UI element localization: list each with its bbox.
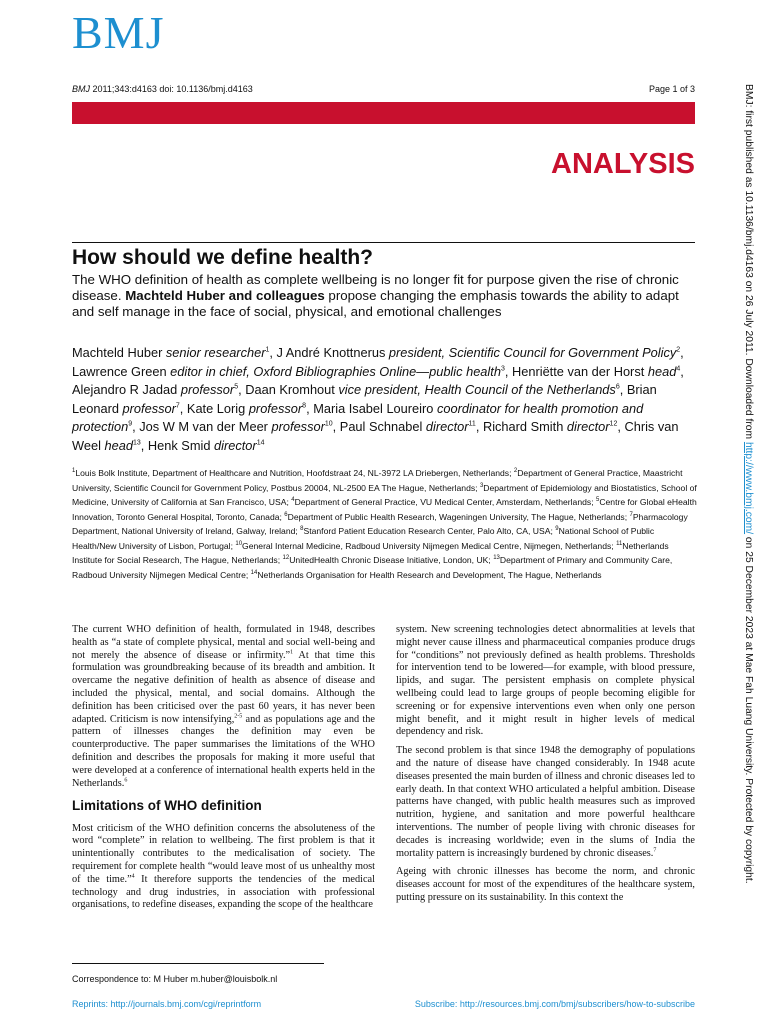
affiliation-number: 14 xyxy=(250,569,258,576)
author-name: Machteld Huber xyxy=(72,345,166,360)
affiliation-ref: 11 xyxy=(468,421,476,429)
author xyxy=(245,382,620,397)
citation-ref: 6 xyxy=(124,777,128,784)
author-role: head xyxy=(104,437,133,453)
citation-ref: 4 xyxy=(131,873,135,880)
author xyxy=(340,419,476,434)
affiliation-number: 2 xyxy=(513,468,518,475)
author-list: Machteld Huber senior researcher$^1$, J André Knottnerus president, Scientific Council for Government Policy$^2$, Lawrence Green editor in chief, Oxford Bibliographies Online—public health$^3$, Henriëtte van der Horst head$^4$, Alejandro R Jadad professor$^5$, Daan Kromhout vice president, Health Council of the Netherlands$^6$, Brian Leonard professor$^7$, Kate Lorig professor$^8$, Maria Isabel Loureiro coordinator for health promotion and protection$^9$, Jos W M van der Meer professor$^{10}$, Paul Schnabel director$^{11}$, Richard Smith director$^{12}$, Chris van Weel head$^{13}$, Henk Smid director$^{14}$ xyxy=(72,345,684,453)
author xyxy=(187,401,306,416)
affiliation-text: Department of General Practice, Maastricht University, Scientific Council for Government Policy, Postbus 20004, NL-2500 EA The Hague, Netherlands; xyxy=(72,468,683,493)
affiliation xyxy=(72,468,514,478)
paragraph: The second problem is that since 1948 the demography of populations and the nature of disease have changed considerably. In 1948 acute diseases presented the main burden of illness and chronic diseases led to early death. In that context WHO articulated a helpful ambition. Disease patterns have changed, with public health measures such as improved nutrition, hygiene, and sanitation and more powerful healthcare interventions. The number of people living with chronic diseases for decades is increasing worldwide; even in the slums of India the mortality pattern is increasingly burdened by chronic diseases.$^7$ xyxy=(396,745,695,859)
affiliation-text: Department of Primary and Community Care, Radboud University Nijmegen Medical Centre; xyxy=(72,555,673,580)
affiliation-number: 10 xyxy=(235,540,243,547)
author-role: director xyxy=(214,437,257,453)
citation xyxy=(72,84,253,94)
affiliation-number: 6 xyxy=(284,511,288,518)
author-role: professor xyxy=(122,400,176,416)
affiliation-text: Department of General Practice, VU Medical Center, Amsterdam, Netherlands; xyxy=(294,497,596,507)
affiliation-ref: 9 xyxy=(128,421,133,429)
correspondence: Correspondence to: M Huber m.huber@louisbolk.nl xyxy=(72,974,278,984)
author xyxy=(148,438,265,453)
author-name: Kate Lorig xyxy=(186,400,249,416)
affiliations xyxy=(72,466,697,582)
side-notice: BMJ: first published as 10.1136/bmj.d4163 on 26 July 2011. Downloaded from http://www.bmj.com/ on 25 December 2023 at Mae Fah Luang University. Protected by copyright. xyxy=(743,84,754,884)
section-heading: Limitations of WHO definition xyxy=(72,798,262,814)
author-role: editor in chief, Oxford Bibliographies Online—public health xyxy=(170,363,501,379)
affiliation xyxy=(291,497,596,507)
citation-ref: 1 xyxy=(290,649,294,656)
affiliation-text: Department of Epidemiology and Biostatistics, School of Medicine, University of California at San Francisco, USA; xyxy=(72,482,697,507)
author-role: vice president, Health Council of the Netherlands xyxy=(338,382,616,398)
citation-ref: 7 xyxy=(653,847,657,854)
author-name: Paul Schnabel xyxy=(339,419,426,435)
paragraph: Ageing with chronic illnesses has become the norm, and chronic diseases account for most of the expenditures of the healthcare system, putting pressure on its sustainability. In this context the xyxy=(396,866,695,903)
author xyxy=(139,419,332,434)
affiliation-ref: 5 xyxy=(234,383,239,391)
author-name: Brian Leonard xyxy=(72,382,657,416)
affiliation-ref: 1 xyxy=(265,346,270,354)
affiliation-text: Centre for Global eHealth Innovation, Toronto General Hospital, Toronto, Canada; xyxy=(72,497,697,522)
affiliation-text: Netherlands Institute for Social Research, The Hague, Netherlands; xyxy=(72,540,669,565)
affiliation xyxy=(300,526,555,536)
affiliation xyxy=(251,570,602,580)
paragraph: The current WHO definition of health, formulated in 1948, describes health as “a state of complete physical, mental and social well-being and not merely the absence of disease or infirmity.”$^1$ At that time this formulation was groundbreaking because of its breadth and ambition. It overcame the negative definition of health as absence of disease and included the physical, mental, and social domains. Although the definition has been criticised over the past 60 years, it has never been adapted. Criticism is now intensifying,$^{2-5}$ and as populations age and the pattern of illnesses changes the definition may even be counterproductive. The paper summarises the limitations of the WHO definition and describes the proposals for making it more useful that were developed at a conference of international health experts held in the Netherlands.$^6$ xyxy=(72,624,375,789)
article-title: How should we define health? xyxy=(72,246,374,269)
affiliation xyxy=(283,555,494,565)
affiliation-ref: 2 xyxy=(676,346,681,354)
author xyxy=(72,382,238,397)
author-role: professor xyxy=(271,419,325,435)
affiliation-ref: 6 xyxy=(615,383,620,391)
author-name: Chris van Weel xyxy=(72,419,679,453)
author-name: Alejandro R Jadad xyxy=(72,382,181,398)
affiliation-ref: 12 xyxy=(609,421,618,429)
bmj-logo: BMJ xyxy=(72,7,165,58)
author xyxy=(72,345,269,360)
standfirst-text: The WHO definition of health as complete wellbeing is no longer fit for purpose given the rise of chronic disease. xyxy=(72,272,679,303)
affiliation xyxy=(284,512,629,522)
subscribe-link[interactable]: Subscribe: http://resources.bmj.com/bmj/subscribers/how-to-subscribe xyxy=(414,999,695,1009)
author-name: Henk Smid xyxy=(147,437,215,453)
standfirst-authors: Machteld Huber and colleagues xyxy=(125,288,325,303)
author-name: Jos W M van der Meer xyxy=(139,419,272,435)
paragraph: Most criticism of the WHO definition concerns the absoluteness of the word “complete” in relation to wellbeing. The first problem is that it unintentionally contributes to the medicalisation of society. The requirement for complete health “would leave most of us unhealthy most of the time.”$^4$ It therefore supports the tendencies of the medical technology and drug industries, in association with professional organisations, to redefine diseases, expanding the scope of the healthcare xyxy=(72,822,375,911)
author-name: Richard Smith xyxy=(482,419,567,435)
affiliation-number: 5 xyxy=(595,497,600,504)
title-rule xyxy=(72,242,695,243)
affiliation-text: Stanford Patient Education Research Center, Palo Alto, CA, USA; xyxy=(303,526,556,536)
affiliation-number: 7 xyxy=(629,511,633,518)
journal-name: BMJ xyxy=(72,84,90,94)
author xyxy=(483,419,617,434)
body-column-left xyxy=(72,624,375,912)
affiliation-ref: 7 xyxy=(175,402,180,410)
affiliation-ref: 3 xyxy=(500,365,505,373)
affiliation-text: Department of Public Health Research, Wageningen University, The Hague, Netherlands; xyxy=(287,511,630,522)
affiliation-ref: 8 xyxy=(302,402,307,410)
affiliation-text: National School of Public Health/New University of Lisbon, Portugal; xyxy=(72,526,655,551)
affiliation-text: UnitedHealth Chronic Disease Initiative, London, UK; xyxy=(289,555,494,565)
affiliation-text: General Internal Medicine, Radboud University Nijmegen Medical Centre, Nijmegen, Netherlands; xyxy=(242,540,617,551)
author-role: director xyxy=(566,419,610,435)
author-role: senior researcher xyxy=(165,345,266,360)
affiliation-ref: 14 xyxy=(256,439,265,447)
affiliation-number: 11 xyxy=(616,540,623,547)
affiliation-number: 8 xyxy=(300,526,304,533)
standfirst xyxy=(72,272,697,320)
affiliation-number: 1 xyxy=(72,468,76,475)
affiliation-text: Netherlands Organisation for Health Research and Development, The Hague, Netherlands xyxy=(257,569,602,580)
reprints-link[interactable]: Reprints: http://journals.bmj.com/cgi/reprintform xyxy=(72,999,262,1009)
author-role: coordinator for health promotion and protection xyxy=(72,400,644,435)
affiliation-ref: 4 xyxy=(676,365,681,373)
author xyxy=(512,364,680,379)
paragraph-continued: system. New screening technologies detect abnormalities at levels that might never cause illness and pharmaceutical companies produce drugs for “conditions” not previously defined as health problems. Thresholds for intervention tend to be lowered—for example, with blood pressure, lipids, and sugar. The persistent emphasis on complete physical wellbeing could lead to large groups of people becoming eligible for screening or for expensive interventions even when only one person might benefit, and it might result in higher levels of medical dependency and risk. xyxy=(396,624,695,738)
author-name: Daan Kromhout xyxy=(245,382,339,398)
author-role: professor xyxy=(248,400,303,416)
page-number: Page 1 of 3 xyxy=(648,84,695,94)
author-role: professor xyxy=(180,382,235,398)
bmj-site-link[interactable]: http://www.bmj.com/ xyxy=(743,441,754,535)
author-role: president, Scientific Council for Government Policy xyxy=(388,345,677,360)
affiliation xyxy=(235,541,616,551)
author-name: J André Knottnerus xyxy=(276,345,389,360)
footnote-rule xyxy=(72,963,324,964)
section-label: ANALYSIS xyxy=(551,148,695,180)
standfirst-text-end: propose changing the emphasis towards the ability to adapt and self manage in the face of social, physical, and emotional challenges xyxy=(72,288,679,319)
affiliation-number: 4 xyxy=(291,497,295,504)
affiliation-number: 3 xyxy=(479,482,484,489)
author xyxy=(72,364,505,379)
author xyxy=(277,345,681,360)
citation-details: 2011;343:d4163 doi: 10.1136/bmj.d4163 xyxy=(90,84,253,94)
author-name: Lawrence Green xyxy=(72,363,171,379)
author-role: director xyxy=(425,419,469,435)
citation-ref: 2-5 xyxy=(234,713,243,720)
affiliation-text: Pharmacology Department, National University of Ireland, Galway, Ireland; xyxy=(72,511,688,536)
header-red-bar xyxy=(72,102,695,124)
author-name: Henriëtte van der Horst xyxy=(511,363,648,379)
affiliation-number: 9 xyxy=(555,526,559,533)
affiliation-text: Louis Bolk Institute, Department of Healthcare and Nutrition, Hoofdstraat 24, NL-3972 LA Driebergen, Netherlands; xyxy=(75,468,514,478)
author-role: head xyxy=(647,363,677,379)
author-name: Maria Isabel Loureiro xyxy=(313,400,437,416)
affiliation-ref: 13 xyxy=(132,439,141,447)
body-column-right xyxy=(396,624,695,905)
affiliation-ref: 10 xyxy=(324,421,333,429)
affiliation-number: 12 xyxy=(282,555,290,562)
affiliation-number: 13 xyxy=(493,555,500,562)
